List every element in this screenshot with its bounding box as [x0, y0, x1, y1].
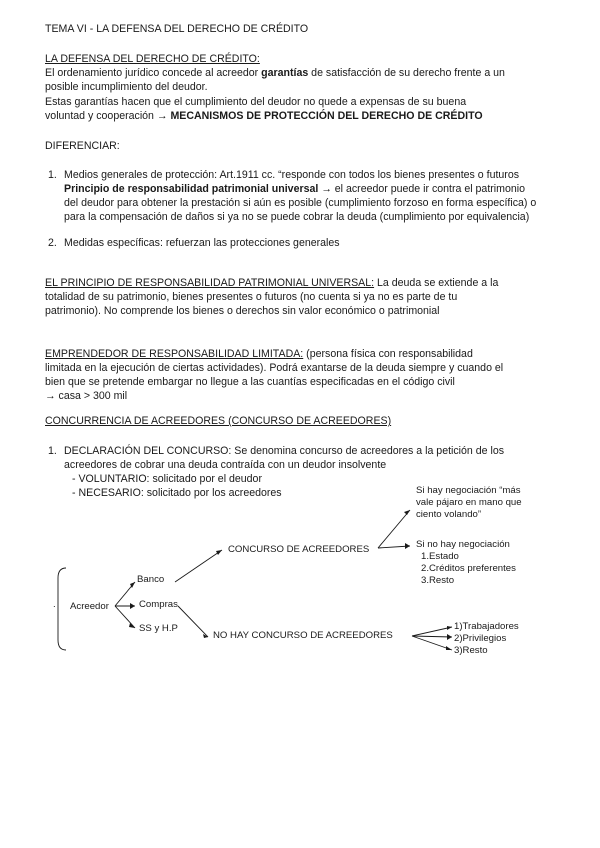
- note-line: Si no hay negociación: [416, 539, 510, 550]
- paragraph-line: limitada en la ejecución de ciertas actividades). Podrá exantarse de la deuda siempre y cuando el: [45, 362, 504, 374]
- node-banco: Banco: [137, 574, 165, 585]
- arrow-to-no-concurso: [178, 606, 208, 637]
- note-line: 2.Créditos preferentes: [421, 563, 516, 574]
- rank-trabajadores: 1)Trabajadores: [454, 621, 519, 632]
- text-run: de satisfacción de su derecho frente a un: [308, 67, 505, 79]
- list-item-line: DECLARACIÓN DEL CONCURSO: Se denomina concurso de acreedores a la petición de los: [64, 445, 505, 457]
- arrow-to-trabajadores: [412, 627, 452, 636]
- bold-term-mecanismos: MECANISMOS DE PROTECCIÓN DEL DERECHO DE CRÉDITO: [170, 110, 483, 122]
- arrow-to-privilegios: [412, 636, 452, 637]
- node-no-negociacion: [416, 539, 516, 587]
- node-acreedor: Acreedor: [70, 601, 109, 612]
- paragraph-line: → casa > 300 mil: [45, 390, 128, 402]
- section-heading-concurrencia: CONCURRENCIA DE ACREEDORES (CONCURSO DE ACREEDORES): [45, 415, 392, 427]
- paragraph-line: patrimonio). No comprende los bienes o derechos sin valor económico o patrimonial: [45, 305, 440, 317]
- note-line: vale pájaro en mano que: [416, 497, 522, 508]
- arrow-to-concurso: [175, 550, 222, 582]
- text-run: → el acreedor puede ir contra el patrimonio: [318, 183, 525, 195]
- list-item-line: para la compensación de daños si ya no se puede cobrar la deuda (cumplimiento por equivalencia): [64, 211, 530, 223]
- text-run: (persona física con responsabilidad: [303, 348, 473, 360]
- document-title: TEMA VI - LA DEFENSA DEL DERECHO DE CRÉDITO: [45, 23, 309, 35]
- list-number: 1.: [48, 445, 57, 457]
- note-line: Si hay negociación “más: [416, 485, 521, 496]
- left-bracket: [58, 568, 66, 650]
- bold-term-principio: Principio de responsabilidad patrimonial universal: [64, 183, 319, 195]
- section-heading-principio: EL PRINCIPIO DE RESPONSABILIDAD PATRIMONIAL UNIVERSAL:: [45, 277, 375, 289]
- node-no-concurso: NO HAY CONCURSO DE ACREEDORES: [213, 630, 393, 641]
- text-run: La deuda se extiende a la: [374, 277, 499, 289]
- paragraph-line: bien que se pretende embargar no llegue a las cuantías especificadas en el código civil: [45, 376, 455, 388]
- list-item-line: acreedores de cobrar una deuda contraída con un deudor insolvente: [64, 459, 387, 471]
- node-ss-hp: SS y H.P: [139, 623, 178, 634]
- list-number: 2.: [48, 237, 57, 249]
- paragraph-line: posible incumplimiento del deudor.: [45, 81, 208, 93]
- text-run: El ordenamiento jurídico concede al acreedor: [45, 67, 262, 79]
- paragraph-line: totalidad de su patrimonio, bienes presentes o futuros (no cuenta si ya no es parte de tu: [45, 291, 458, 303]
- section-heading-defensa: LA DEFENSA DEL DERECHO DE CRÉDITO:: [45, 53, 260, 65]
- note-line: 3.Resto: [421, 575, 455, 586]
- bold-term-garantias: garantías: [261, 67, 309, 79]
- list-number: 1.: [48, 169, 57, 181]
- note-line: ciento volando”: [416, 509, 482, 520]
- node-compras: Compras: [139, 599, 178, 610]
- section-heading-diferenciar: DIFERENCIAR:: [45, 140, 120, 152]
- sub-item-necesario: - NECESARIO: solicitado por los acreedores: [72, 487, 282, 499]
- note-line: 1.Estado: [421, 551, 459, 562]
- rank-resto: 3)Resto: [454, 645, 488, 656]
- list-item-line: del deudor para obtener la prestación si aún es posible (cumplimiento forzoso en forma específica) o: [64, 197, 537, 209]
- diagram-dot: .: [53, 599, 56, 610]
- list-item-line: Medios generales de protección: Art.1911 cc. “responde con todos los bienes presentes o futuros: [64, 169, 520, 181]
- arrow-to-ss: [115, 606, 135, 628]
- arrow-to-hay-negociacion: [378, 510, 410, 548]
- list-item-line: Medidas específicas: refuerzan las protecciones generales: [64, 237, 340, 249]
- sub-item-voluntario: - VOLUNTARIO: solicitado por el deudor: [72, 473, 262, 485]
- node-concurso: CONCURSO DE ACREEDORES: [228, 544, 370, 555]
- section-heading-emprendedor: EMPRENDEDOR DE RESPONSABILIDAD LIMITADA:: [45, 348, 304, 360]
- text-run: voluntad y cooperación →: [45, 110, 171, 122]
- rank-privilegios: 2)Privilegios: [454, 633, 507, 644]
- paragraph-line: Estas garantías hacen que el cumplimiento del deudor no quede a expensas de su buena: [45, 96, 467, 108]
- node-hay-negociacion: [416, 485, 522, 521]
